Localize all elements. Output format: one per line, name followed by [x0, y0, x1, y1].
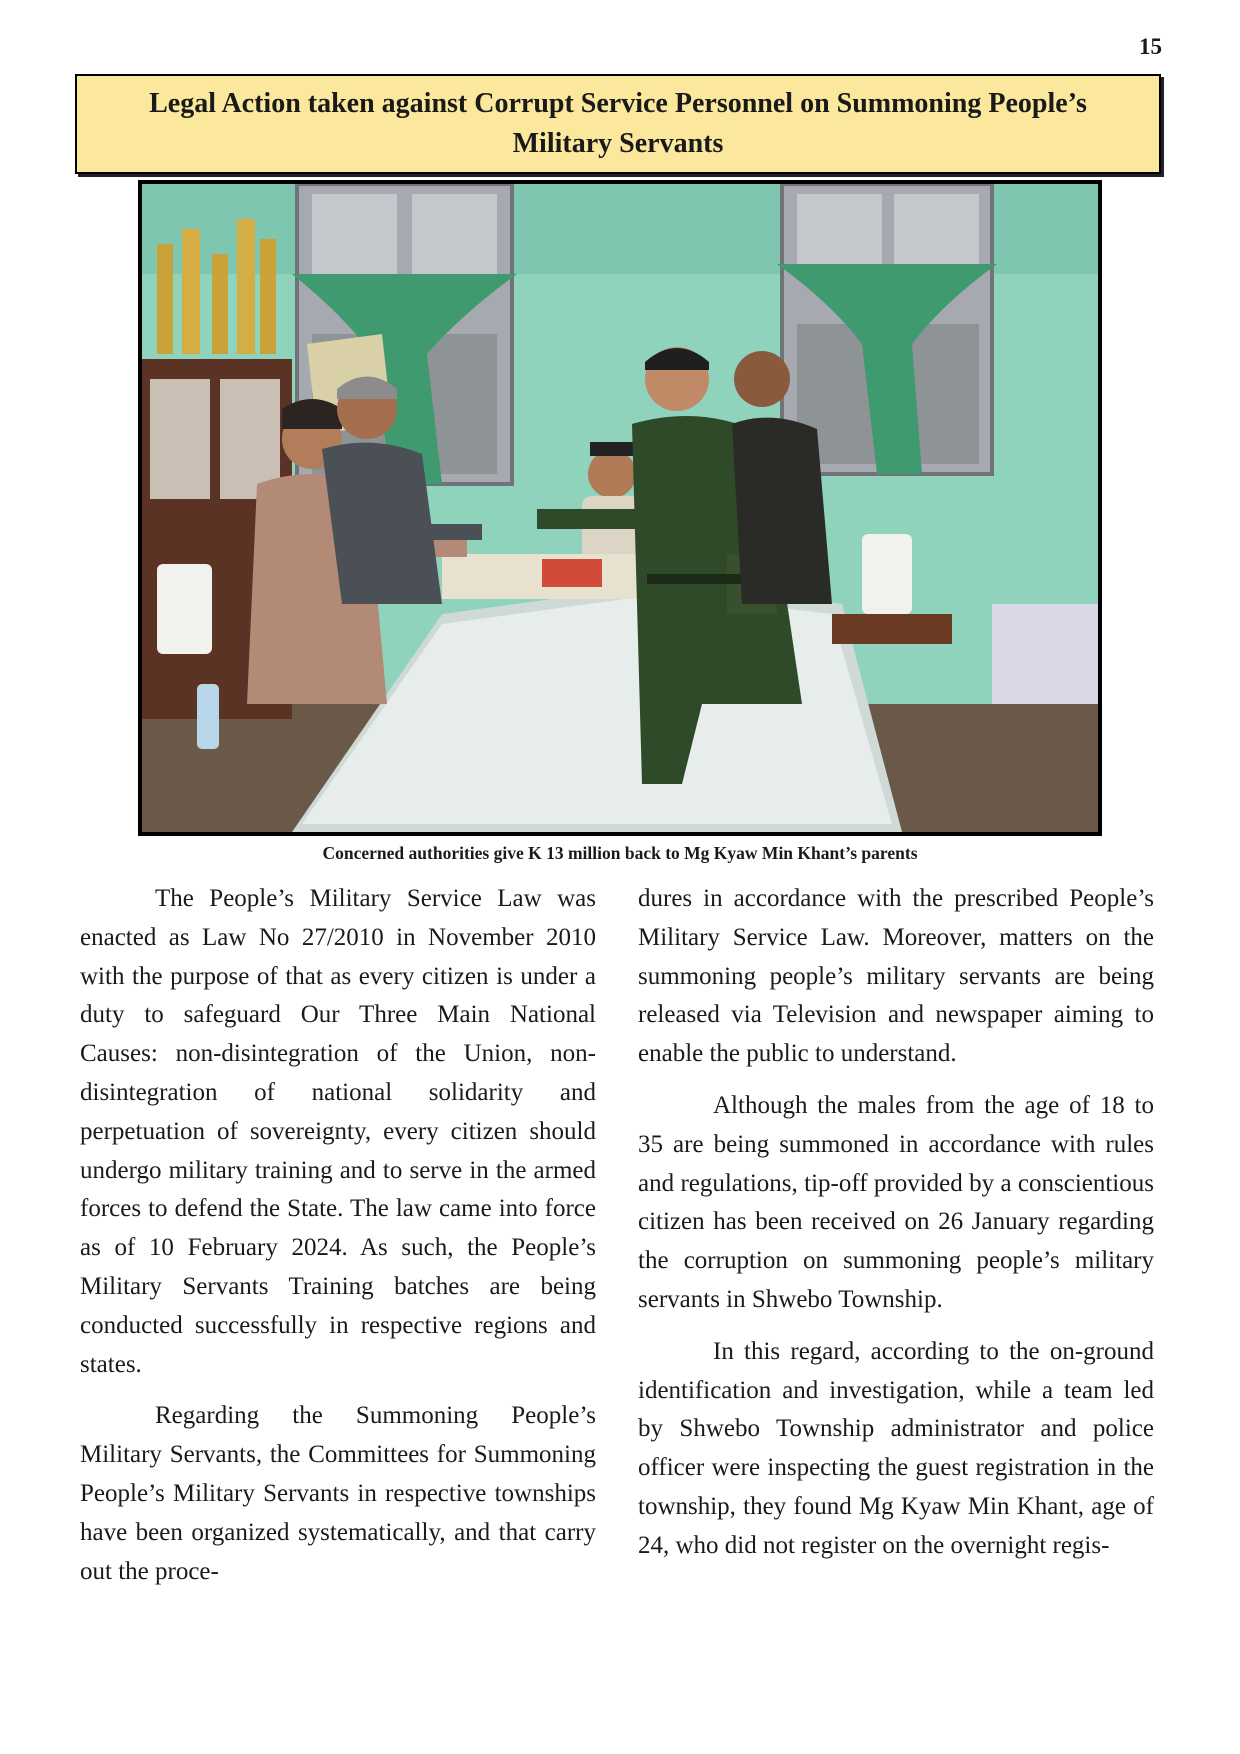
paragraph-law-background: The People’s Military Service Law was enacted as Law No 27/2010 in November 2010 with the purpose of that as every citizen is under a duty to safeguard Our Three Main National Causes: non-disintegration of the Union, non-disintegration of national solidarity and perpetuation of sovereignty, every citizen should undergo military training and to serve in the armed forces to defend the State. The law came into force as of 10 February 2024. As such, the People’s Military Servants Training batches are being conducted successfully in respective regions and states.: [80, 885, 596, 1378]
paragraph-committees: Regarding the Summoning People’s Military Servants, the Committees for Summoning People’s Military Servants in respective townships have been organized systematically, and that carry out the proce-: [80, 1402, 596, 1585]
photo-caption: Concerned authorities give K 13 million back to Mg Kyaw Min Khant’s parents: [322, 843, 918, 863]
page-number: 15: [1139, 34, 1162, 59]
headline-box: [75, 74, 1161, 174]
photo-illustration: [142, 184, 1098, 832]
article-right-column: [638, 880, 1154, 1579]
paragraph-tip-off: Although the males from the age of 18 to 35 are being summoned in accordance with rules and regulations, tip-off provided by a conscientious citizen has been received on 26 January regarding the corruption on summoning people’s military servants in Shwebo Township.: [638, 1091, 1154, 1313]
headline: Legal Action taken against Corrupt Service Personnel on Summoning People’s Military Servants: [149, 88, 1087, 159]
news-photo: [138, 180, 1102, 836]
paragraph-investigation: In this regard, according to the on-ground identification and investigation, while a team led by Shwebo Township administrator and police officer were inspecting the guest registration in the township, they found Mg Kyaw Min Khant, age of 24, who did not register on the overnight regis-: [638, 1337, 1154, 1559]
paragraph-continuation: dures in accordance with the prescribed People’s Military Service Law. Moreover, matters on the summoning people’s military servants are being released via Television and newspaper aiming to enable the public to understand.: [638, 885, 1154, 1068]
article-left-column: [80, 880, 596, 1604]
